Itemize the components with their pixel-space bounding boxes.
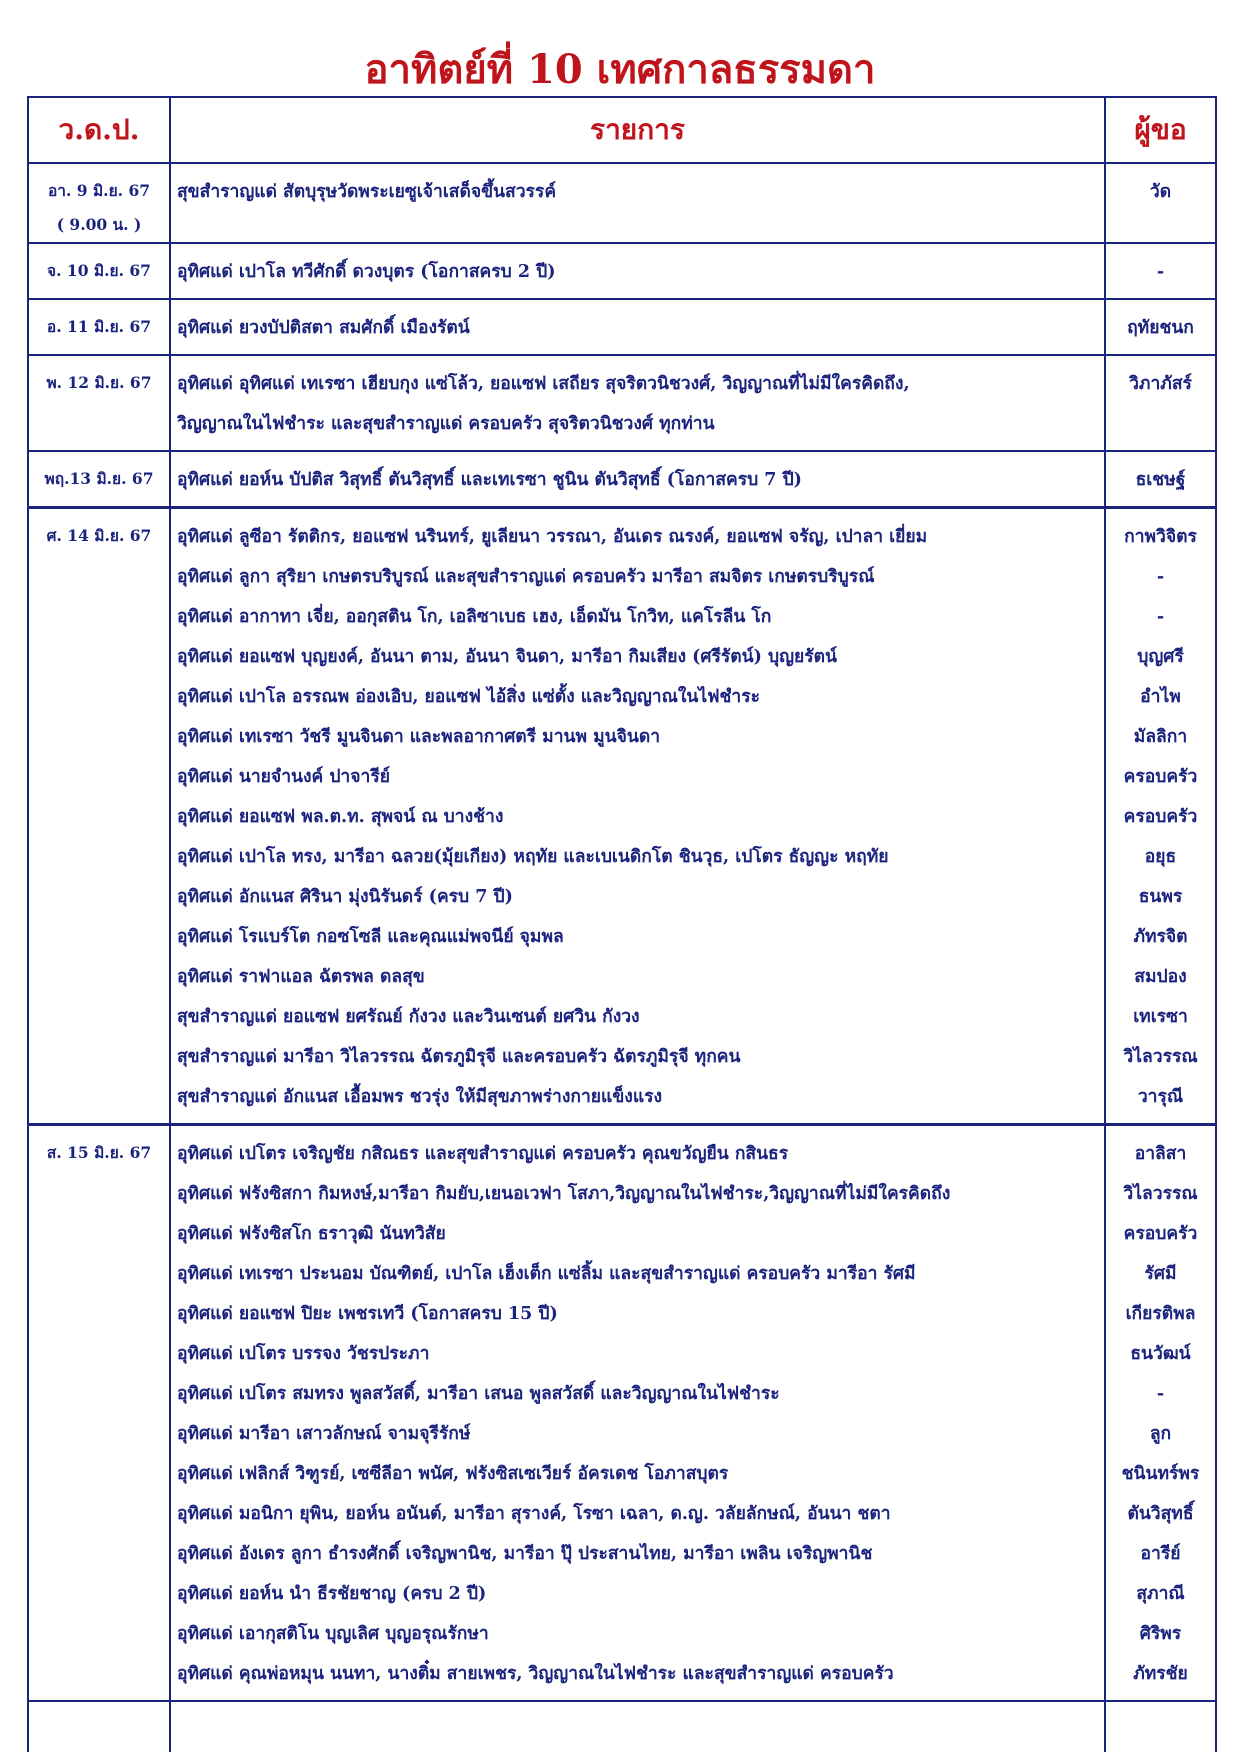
row-requesters [1105,508,1216,1125]
row-items [170,163,1105,243]
date-text: ศ. 14 มิ.ย. 67 [46,526,152,545]
row-items [170,508,1105,1125]
date-text: อ. 11 มิ.ย. 67 [46,317,152,336]
intention-line: อุทิศแด่ อังเดร ลูกา ธำรงศักดิ์ เจริญพานิช, มารีอา ปุ๊ ประสานไทย, มารีอา เพลิน เจริญพานิช [177,1544,873,1564]
requester-name: ครอบครัว [1123,767,1198,787]
requester-name: ชนินทร์พร [1121,1464,1200,1484]
intention-line: อุทิศแด่ อักแนส ศิรินา มุ่งนิรันดร์ (ครบ 7 ปี) [177,887,513,907]
intention-line: อุทิศแด่ เปาโล อรรณพ อ่องเอิบ, ยอแซฟ ไอ้สิ่ง แซ่ตั้ง และวิญญาณในไฟชำระ [177,687,761,707]
requester-name: ศิริพร [1139,1624,1182,1644]
intention-line: อุทิศแด่ เทเรซา ประนอม บัณฑิตย์, เปาโล เฮ็งเต็ก แซ่ลิ้ม และสุขสำราญแด่ ครอบครัว มารีอา รัศมี [177,1264,916,1284]
intention-line: อุทิศแด่ ลูกา สุริยา เกษตรบริบูรณ์ และสุขสำราญแด่ ครอบครัว มารีอา สมจิตร เกษตรบริบูรณ์ [177,567,875,587]
requester-name: ครอบครัว [1123,807,1198,827]
intention-line: อุทิศแด่ เฟลิกส์ วิฑูรย์, เซซีลีอา พนัศ, ฟรังซิสเซเวียร์ อัครเดช โอภาสบุตร [177,1464,729,1484]
intention-line: อุทิศแด่ คุณพ่อหมุน นนทา, นางติ๋ม สายเพชร, วิญญาณในไฟชำระ และสุขสำราญแด่ ครอบครัว [177,1664,894,1684]
intention-line: อุทิศแด่ ฟรังซิสกา กิมหงษ์,มารีอา กิมยับ,เยนอเวฟา โสภา,วิญญาณในไฟชำระ,วิญญาณที่ไม่มีใครคิดถึง [177,1184,951,1204]
empty-cell [170,1701,1105,1752]
row-date [28,355,170,451]
requester-name: เทเรซา [1133,1007,1188,1027]
requester-name: รัศมี [1144,1264,1177,1284]
empty-cell [28,1701,170,1752]
requester-name: มัลลิกา [1133,727,1188,747]
row-date [28,163,170,243]
intention-line: อุทิศแด่ โรแบร์โต กอซโซลี และคุณแม่พจนีย์ จุมพล [177,927,564,947]
requester-name: - [1156,567,1165,587]
requester-name: ธนวัฒน์ [1130,1344,1191,1364]
header-requester: ผู้ขอ [1105,97,1216,163]
intention-line: สุขสำราญแด่ อักแนส เอื้อมพร ชวรุ่ง ให้มีสุขภาพร่างกายแข็งแรง [177,1087,663,1107]
intention-line: อุทิศแด่ ยอแซฟ ปิยะ เพชรเทวี (โอกาสครบ 15 ปี) [177,1304,558,1324]
table-row [28,355,1216,451]
intention-line: อุทิศแด่ ฟรังซิสโก ธราวุฒิ นันทวิสัย [177,1224,446,1244]
date-text: พ. 12 มิ.ย. 67 [46,373,152,392]
date-text: พฤ.13 มิ.ย. 67 [44,469,154,488]
empty-row [28,1701,1216,1752]
date-text: ( 9.00 น. ) [56,215,142,234]
requester-name: อยุธ [1144,847,1177,867]
row-items [170,299,1105,355]
requester-name: เกียรติพล [1125,1304,1196,1324]
mass-intentions-table [27,96,1217,1752]
table-row [28,163,1216,243]
requester-name: กาพวิจิตร [1124,527,1197,547]
row-date [28,451,170,508]
requester-name: วิไลวรรณ [1123,1047,1198,1067]
row-date [28,243,170,299]
row-items [170,1125,1105,1702]
date-text: จ. 10 มิ.ย. 67 [47,261,151,280]
requester-name: วารุณี [1137,1087,1184,1107]
requester-name: วัด [1149,182,1172,202]
row-requesters [1105,243,1216,299]
table-body [28,163,1216,1752]
table-row [28,508,1216,1125]
requester-name: อำไพ [1140,687,1181,707]
intention-line: วิญญาณในไฟชำระ และสุขสำราญแด่ ครอบครัว สุจริตวนิชวงศ์ ทุกท่าน [177,414,715,434]
requester-name: ธเชษฐ์ [1135,470,1186,490]
table-row [28,243,1216,299]
intention-line: อุทิศแด่ เปโตร เจริญชัย กสิณธร และสุขสำราญแด่ ครอบครัว คุณขวัญยืน กสินธร [177,1144,789,1164]
date-text: อา. 9 มิ.ย. 67 [47,181,151,200]
requester-name: สมปอง [1134,967,1187,987]
header-items: รายการ [170,97,1105,163]
table-row [28,299,1216,355]
intention-line: อุทิศแด่ อากาทา เจี่ย, ออกุสติน โก, เอลิซาเบธ เฮง, เอ็ดมัน โกวิท, แคโรลีน โก [177,607,772,627]
table-row [28,1125,1216,1702]
requester-name: ธนพร [1138,887,1183,907]
requester-name: - [1156,607,1165,627]
intention-line: สุขสำราญแด่ ยอแซฟ ยศรัณย์ กังวง และวินเซนต์ ยศวิน กังวง [177,1007,640,1027]
row-items [170,243,1105,299]
row-date [28,299,170,355]
intention-line: อุทิศแด่ ลูซีอา รัตติกร, ยอแซฟ นรินทร์, ยูเลียนา วรรณา, อันเดร ณรงค์, ยอแซฟ จรัญ, เปาลา เยี่ยม [177,527,928,547]
requester-name: วิไลวรรณ [1123,1184,1198,1204]
row-date [28,508,170,1125]
requester-name: สุภาณี [1136,1584,1185,1604]
row-items [170,355,1105,451]
requester-name: ฤทัยชนก [1127,318,1194,338]
requester-name: ลูก [1149,1424,1172,1444]
intention-line: อุทิศแด่ ยอห์น นำ ธีรชัยชาญ (ครบ 2 ปี) [177,1584,487,1604]
empty-cell [1105,1701,1216,1752]
requester-name: ภัทรชัย [1133,1664,1188,1684]
intention-line: สุขสำราญแด่ มารีอา วิไลวรรณ ฉัตรภูมิรุจี และครอบครัว ฉัตรภูมิรุจี ทุกคน [177,1047,741,1067]
intention-line: อุทิศแด่ ยวงบัปติสตา สมศักดิ์ เมืองรัตน์ [177,318,470,338]
requester-name: ตันวิสุทธิ์ [1127,1504,1194,1524]
intention-line: อุทิศแด่ เปโตร บรรจง วัชรประภา [177,1344,430,1364]
row-requesters [1105,299,1216,355]
intention-line: อุทิศแด่ อุทิศแด่ เทเรซา เฮียบกุง แซ่โล้ว, ยอแซฟ เสถียร สุจริตวนิชวงศ์, วิญญาณที่ไม่มีใครคิดถึง, [177,374,910,394]
row-requesters [1105,1125,1216,1702]
header-row [28,97,1216,163]
intention-line: อุทิศแด่ ราฟาแอล ฉัตรพล ดลสุข [177,967,425,987]
intention-line: สุขสำราญแด่ สัตบุรุษวัดพระเยซูเจ้าเสด็จขึ้นสวรรค์ [177,182,557,202]
intention-line: อุทิศแด่ เปาโล ทวีศักดิ์ ดวงบุตร (โอกาสครบ 2 ปี) [177,262,556,282]
requester-name: ครอบครัว [1123,1224,1198,1244]
table-row [28,451,1216,508]
requester-name: บุญศรี [1137,647,1184,667]
intention-line: อุทิศแด่ มอนิกา ยุพิน, ยอห์น อนันต์, มารีอา สุรางค์, โรซา เฉลา, ด.ญ. วลัยลักษณ์, อันนา ชตา [177,1504,891,1524]
row-requesters [1105,163,1216,243]
row-requesters [1105,451,1216,508]
row-requesters [1105,355,1216,451]
intention-line: อุทิศแด่ ยอแซฟ พล.ต.ท. สุพจน์ ณ บางช้าง [177,807,504,827]
header-date: ว.ด.ป. [28,97,170,163]
row-date [28,1125,170,1702]
page-title: อาทิตย์ที่ 10 เทศกาลธรรมดา [364,46,876,93]
intention-line: อุทิศแด่ เปโตร สมทรง พูลสวัสดิ์, มารีอา เสนอ พูลสวัสดิ์ และวิญญาณในไฟชำระ [177,1384,780,1404]
intention-line: อุทิศแด่ เทเรซา วัชรี มูนจินดา และพลอากาศตรี มานพ มูนจินดา [177,727,661,747]
requester-name: ภัทรจิต [1133,927,1188,947]
row-items [170,451,1105,508]
date-text: ส. 15 มิ.ย. 67 [46,1143,152,1162]
requester-name: อารีย์ [1140,1544,1181,1564]
intention-line: อุทิศแด่ เอากุสติโน บุญเลิศ บุญอรุณรักษา [177,1624,489,1644]
intention-line: อุทิศแด่ ยอแซฟ บุญยงค์, อันนา ตาม, อันนา จินดา, มารีอา กิมเสียง (ศรีรัตน์) บุญยรัตน์ [177,647,837,667]
intention-line: อุทิศแด่ นายจำนงค์ ปาจารีย์ [177,767,390,787]
intention-line: อุทิศแด่ ยอห์น บัปติส วิสุทธิ์ ตันวิสุทธิ์ และเทเรซา ชูนิน ตันวิสุทธิ์ (โอกาสครบ 7 ปี) [177,470,802,490]
requester-name: - [1156,1384,1165,1404]
requester-name: อาลิสา [1134,1144,1187,1164]
requester-name: - [1156,262,1165,282]
requester-name: วิภาภัสร์ [1129,374,1192,394]
intention-line: อุทิศแด่ เปาโล ทรง, มารีอา ฉลวย(มุ้ยเกียง) หฤทัย และเบเนดิกโต ชินวุธ, เปโตร ธัญญะ หฤทัย [177,847,889,867]
intention-line: อุทิศแด่ มารีอา เสาวลักษณ์ จามจุรีรักษ์ [177,1424,471,1444]
